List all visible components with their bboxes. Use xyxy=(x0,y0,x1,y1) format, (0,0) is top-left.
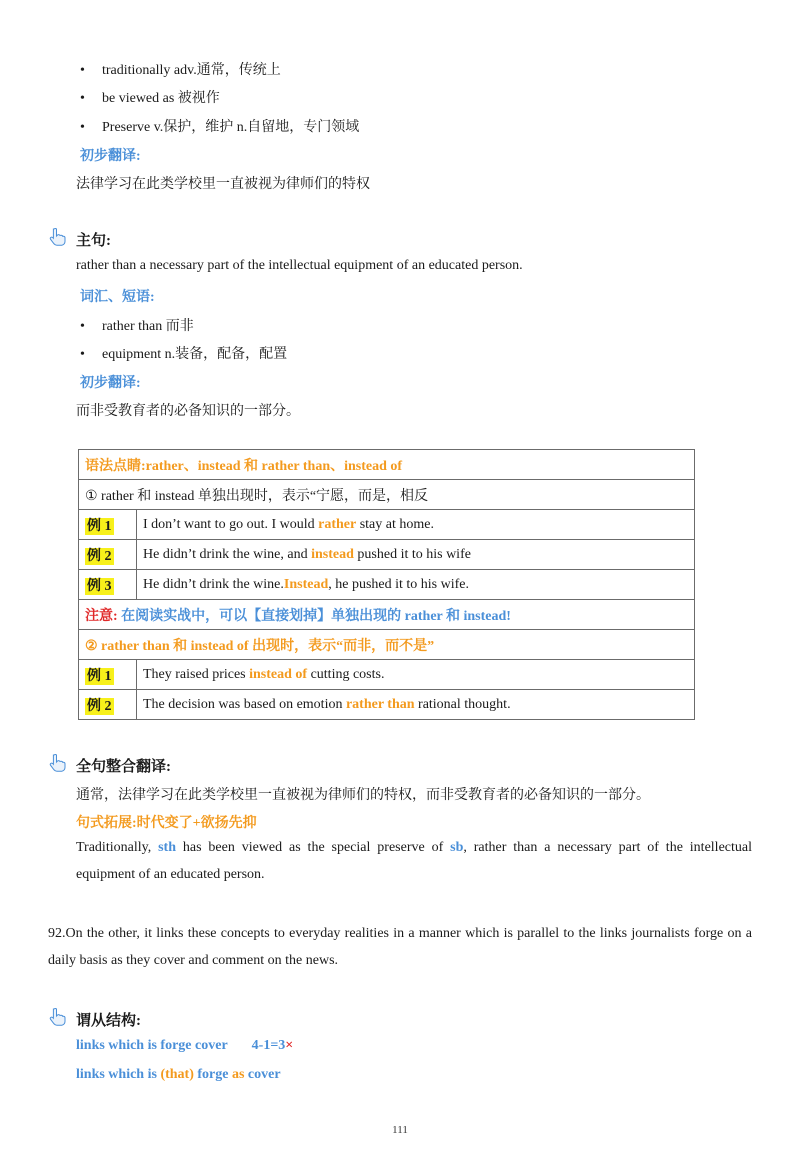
question-92: 92.On the other, it links these concepts to everyday realities in a manner which is parallel to the links journalists forge on a daily basis as they cover and comment on the news. xyxy=(48,926,752,968)
expansion-text: has been viewed as the special preserve of xyxy=(175,840,451,855)
bullet-item: • Preserve v.保护，维护 n.自留地，专门领域 xyxy=(80,120,360,135)
structure-line-2 xyxy=(76,1067,281,1083)
grammar-table xyxy=(78,449,695,720)
bullet-text: traditionally adv.通常，传统上 xyxy=(102,63,281,78)
main-clause-sentence: rather than a necessary part of the intellectual equipment of an educated person. xyxy=(76,258,523,273)
example-text: I don’t want to go out. I would xyxy=(143,516,319,532)
first-translation-label: 初步翻译: xyxy=(80,376,141,391)
structure-as: as xyxy=(231,1067,245,1082)
example-text: stay at home. xyxy=(356,516,434,532)
example-label: 例 3 xyxy=(87,578,112,594)
table-row xyxy=(79,600,695,630)
pointing-hand-icon xyxy=(48,1007,68,1027)
example-keyword: rather xyxy=(318,516,357,532)
example-keyword: instead xyxy=(311,546,354,562)
example-keyword: Instead xyxy=(283,576,329,592)
expansion-text: , rather than a necessary part of the intellectual equipment of an educated person. xyxy=(76,840,752,882)
example-text: They raised prices xyxy=(143,666,250,682)
bullet-text: Preserve v.保护，维护 n.自留地，专门领域 xyxy=(102,120,360,135)
example-label: 例 2 xyxy=(87,698,112,714)
table-row xyxy=(79,540,695,570)
structure-line-1 xyxy=(76,1038,293,1054)
example-label: 例 1 xyxy=(87,668,112,684)
expansion-text: Traditionally, xyxy=(76,840,159,855)
bullet-item: • be viewed as 被视作 xyxy=(80,91,220,106)
grammar-section-1: ① rather 和 instead 单独出现时，表示“宁愿，而是，相反 xyxy=(79,480,695,510)
table-row xyxy=(79,660,695,690)
wrong-mark: × xyxy=(285,1038,294,1053)
vocab-label: 词汇、短语: xyxy=(80,290,155,305)
bullet-item: • traditionally adv.通常，传统上 xyxy=(80,63,281,78)
table-row xyxy=(79,510,695,540)
placeholder-sb: sb xyxy=(450,840,464,855)
example-label: 例 2 xyxy=(87,548,112,564)
example-keyword: instead of xyxy=(249,666,308,682)
example-keyword: rather than xyxy=(345,696,415,712)
structure-count: 4-1=3 xyxy=(251,1038,286,1053)
bullet-text: rather than 而非 xyxy=(102,319,194,334)
example-text: The decision was based on emotion xyxy=(143,696,346,712)
placeholder-sth: sth xyxy=(158,840,176,855)
bullet-text: equipment n.装备，配备，配置 xyxy=(102,347,288,362)
example-text: rational thought. xyxy=(414,696,511,712)
grammar-section-2: ② rather than 和 instead of 出现时，表示“而非，而不是” xyxy=(79,630,695,660)
main-clause-translation: 而非受教育者的必备知识的一部分。 xyxy=(76,404,300,419)
main-clause-heading: 主句: xyxy=(76,233,111,249)
full-translation-text: 通常，法律学习在此类学校里一直被视为律师们的特权，而非受教育者的必备知识的一部分。 xyxy=(76,788,650,803)
example-text: , he pushed it to his wife. xyxy=(328,576,470,592)
note-text: 在阅读实战中，可以【直接划掉】单独出现的 rather 和 instead! xyxy=(121,608,511,624)
expansion-sentence xyxy=(76,834,752,888)
structure-text: links which is forge cover xyxy=(76,1038,228,1053)
structure-that: (that) xyxy=(160,1067,194,1082)
page-number: 111 xyxy=(392,1124,408,1136)
table-row xyxy=(79,570,695,600)
bullet-item: • equipment n.装备，配备，配置 xyxy=(80,347,288,362)
example-text: He didn’t drink the wine. xyxy=(143,576,284,592)
structure-text: links which is xyxy=(76,1067,161,1082)
grammar-table-header: 语法点睛:rather、instead 和 rather than、instead of xyxy=(79,450,695,480)
first-translation-label: 初步翻译: xyxy=(80,149,141,164)
structure-text: cover xyxy=(244,1067,281,1082)
table-row xyxy=(79,690,695,720)
example-text: cutting costs. xyxy=(307,666,385,682)
pointing-hand-icon xyxy=(48,227,68,247)
example-label: 例 1 xyxy=(87,518,112,534)
pointing-hand-icon xyxy=(48,753,68,773)
full-translation-heading: 全句整合翻译: xyxy=(76,759,171,775)
note-label: 注意: xyxy=(85,608,118,624)
bullet-item: • rather than 而非 xyxy=(80,319,194,334)
structure-text: forge xyxy=(193,1067,232,1082)
first-translation-text: 法律学习在此类学校里一直被视为律师们的特权 xyxy=(76,177,370,192)
structure-heading: 谓从结构: xyxy=(76,1013,141,1029)
example-text: pushed it to his wife xyxy=(353,546,471,562)
example-text: He didn’t drink the wine, and xyxy=(143,546,312,562)
expansion-label: 句式拓展:时代变了+欲扬先抑 xyxy=(76,816,257,831)
bullet-text: be viewed as 被视作 xyxy=(102,91,220,106)
